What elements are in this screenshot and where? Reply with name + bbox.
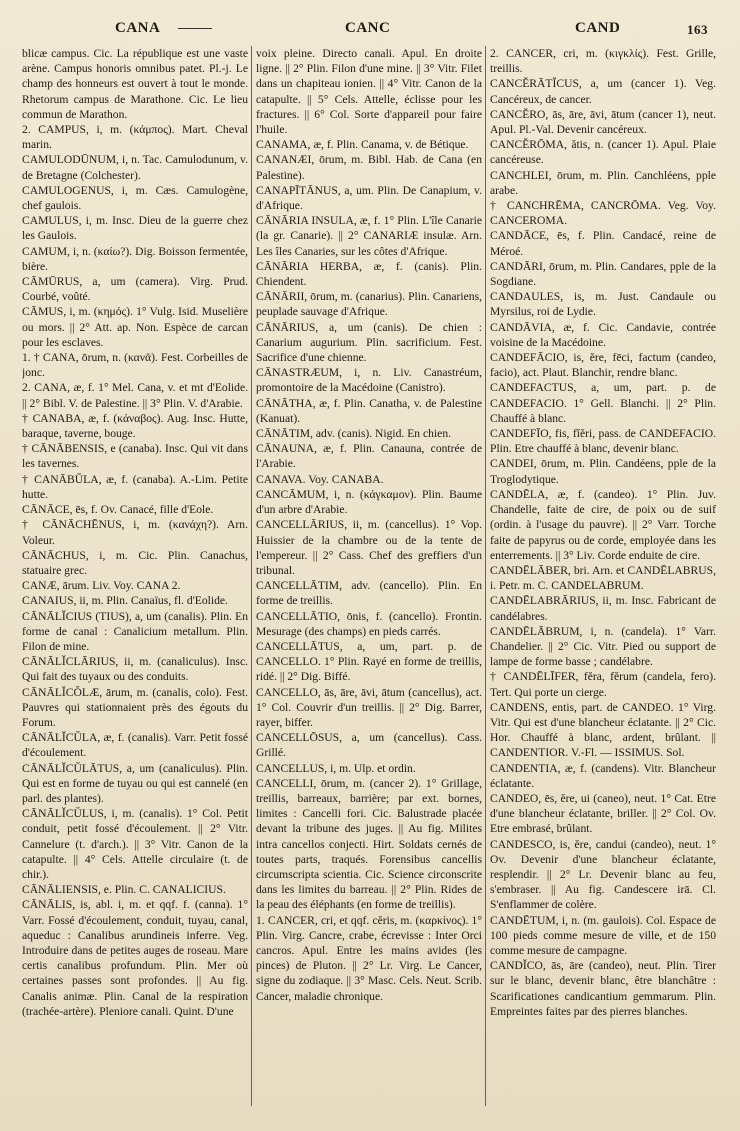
dictionary-entry: 1. † CANA, ōrum, n. (κανᾶ). Fest. Corbeilles de jonc. [22,351,248,380]
dictionary-entry: CĀNĀLIS, is, abl. i, m. et qqf. f. (canna). 1° Varr. Fossé d'écoulement, conduit, tuyau, canal, aqueduc : Canalibus arundineis inferre. Veg. Introduire dans de petites auges de roseau. Mare certis canalibus profundum. Plin. Mer où certaines passes sont profondes. || Au fig. Canalis animæ. Plin. Canal de la respiration (trachée-artère). Pleniore canali. Quint. D'une [22,898,248,1018]
dictionary-entry: CANDĒLABRĀRIUS, ii, m. Insc. Fabricant de candélabres. [490,594,716,623]
dictionary-entry: CĀNĀCE, ēs, f. Ov. Canacé, fille d'Eole. [22,503,214,517]
header-dash [178,28,212,29]
dictionary-entry: CANCELLUS, i, m. Ulp. et ordin. [256,761,416,775]
dictionary-entry: CANDĀCE, ēs, f. Plin. Candacé, reine de Méroé. [490,229,716,258]
header-left-word: CANA [115,20,161,36]
dictionary-entry: † CĀNĀBENSIS, e (canaba). Insc. Qui vit dans les tavernes. [22,442,248,471]
dictionary-entry: CANDĬCO, ās, āre (candeo), neut. Plin. Tirer sur le blanc, devenir blanc, être blanchâtre : Scarificationes candicantium gemmarum. Plin. Empreintes faites par des pierres blanches. [490,959,716,1018]
dictionary-entry: CANDEO, ēs, ĕre, ui (caneo), neut. 1° Cat. Etre d'une blancheur éclatante, briller. || 2° Col. Ov. Etre embrasé, brûlant. [490,791,716,836]
dictionary-entry: CĀNĀLIENSIS, e. Plin. C. CANALICIUS. [22,883,226,897]
dictionary-entry: CĀNĀRIA INSULA, æ, f. 1° Plin. L'île Canarie (la gr. Canarie). || 2° CANARIÆ insulæ. Arn. Les îles Canaries, sur les côtes d'Afrique. [256,214,482,258]
dictionary-entry: CANDENTIA, æ, f. (candens). Vitr. Blancheur éclatante. [490,761,716,790]
dictionary-entry: CANDĀVIA, æ, f. Cic. Candavie, contrée voisine de la Macédoine. [490,320,716,349]
dictionary-entry: CANDESCO, is, ĕre, candui (candeo), neut. 1° Ov. Devenir d'une blancheur éclatante, resplendir. || 2° Lr. Devenir blanc au feu, s'embraser. || Au fig. Candescere irā. Cl. S'enflammer de colère. [490,837,716,912]
dictionary-entry: CANDĒLA, æ, f. (candeo). 1° Plin. Juv. Chandelle, faite de cire, de poix ou de suif (ordin. à l'usage du pauvre). || 2° Varr. Torche faite de papyrus ou de corde, employée dans les enterrements. || 3° Liv. Corde enduite de cire. [490,487,716,562]
dictionary-entry: CANCELLĀTIO, ōnis, f. (cancello). Frontin. Mesurage (des champs) en pieds carrés. [256,609,482,638]
dictionary-entry: CANCELLĀTUS, a, um, part. p. de CANCELLO. 1° Plin. Rayé en forme de treillis, ridé. || 2° Dig. Biffé. [256,639,482,684]
dictionary-entry: CĀMŪRUS, a, um (camera). Virg. Prud. Courbé, voûté. [22,275,248,304]
dictionary-entry: CANDĀRI, ōrum, m. Plin. Candares, pple de la Sogdiane. [490,259,716,289]
dictionary-entry: CĀNĀRIA HERBA, æ, f. (canis). Plin. Chiendent. [256,259,482,289]
dictionary-entry: CANCELLI, ōrum, m. (cancer 2). 1° Grillage, treillis, barreaux, barrière; par ext. bornes, limites : Cancelli fori. Cic. Balustrade placée devant la tribune des juges. || Au fig. Milites intra cancellos conjecti. Hirt. Soldats cernés de toutes parts, traqués. Forensibus cancellis circumscripta scientia. Cic. Science circonscrite dans les limites du barreau. || 2° Plin. Rides de la peau des éléphants (en forme de treillis). [256,776,482,912]
dictionary-entry: CĀNĀLĬCŬLĀTUS, a, um (canaliculus). Plin. Qui est en forme de tuyau ou qui est cannelé (en parl. des plantes). [22,761,248,805]
dictionary-entry: CANCĀMUM, i, n. (κάγκαμον). Plin. Baume d'un arbre d'Arabie. [256,487,482,517]
dictionary-entry: CĀNĀCHUS, i, m. Cic. Plin. Canachus, statuaire grec. [22,548,248,577]
dictionary-entry: CAMULODŪNUM, i, n. Tac. Camulodunum, v. de Bretagne (Colchester). [22,153,248,182]
dictionary-entry: CANDEI, ōrum, m. Plin. Candéens, pple de la Troglodytique. [490,457,716,486]
dictionary-entry: CANCELLO, ās, āre, āvi, ātum (cancellus), act. 1° Col. Couvrir d'un treillis. || 2° Dig. Barrer, rayer, biffer. [256,685,482,729]
dictionary-entry: blicæ campus. Cic. La république est une vaste arène. Campus honoris omnibus patet. Pl.-j. Le champ des honneurs est ouvert à tout le monde. Rhetorum campus de Marathone. Cic. Le lieu commun de Marathon. [22,47,248,121]
dictionary-entry: † CANĀBŬLA, æ, f. (canaba). A.-Lim. Petite hutte. [22,472,248,501]
dictionary-entry: † CĀNĀCHĒNUS, i, m. (κανάχη?). Arn. Voleur. [22,518,248,547]
page-header [0,20,740,42]
dictionary-entry: CANÆ, ārum. Liv. Voy. CANA 2. [22,579,181,593]
column-1 [22,46,248,1121]
dictionary-entry: CANDAULES, is, m. Just. Candaule ou Myrsilus, roi de Lydie. [490,290,716,319]
dictionary-entry: CANCELLŌSUS, a, um (cancellus). Cass. Grillé. [256,731,482,760]
dictionary-entry: CANAMA, æ, f. Plin. Canama, v. de Bétique. [256,138,469,152]
dictionary-entry: CĀNĀTHA, æ, f. Plin. Canatha, v. de Palestine (Kanuat). [256,396,482,425]
dictionary-entry: CĀMUS, i, m. (κημός). 1° Vulg. Isid. Muselière ou mors. || 2° Att. ap. Non. Espèce de carcan pour les esclaves. [22,305,248,349]
dictionary-entry: CANAPĪTĀNUS, a, um. Plin. De Canapium, v. d'Afrique. [256,183,482,213]
column-divider [251,46,252,1106]
dictionary-entry: CANAVA. Voy. CANABA. [256,472,384,486]
dictionary-entry: CĀNĀLĬCŎLÆ, ārum, m. (canalis, colo). Fest. Pauvres qui stationnaient près des égouts du Forum. [22,685,248,729]
dictionary-entry: 1. CANCER, cri, et qqf. cĕris, m. (καρκίνος). 1° Plin. Virg. Cancre, crabe, écrevisse : Inter Orci cancros. Apul. Entre les mains avides (les pinces) de Pluton. || 2° Lr. Virg. Le Cancer, signe du zodiaque. || 3° Masc. Cels. Neut. Scrib. Cancer, maladie chronique. [256,913,482,1003]
dictionary-entry: 2. CAMPUS, i, m. (κάμπος). Mart. Cheval marin. [22,123,248,152]
dictionary-entry: CĀNĀLĬCLĀRIUS, ii, m. (canaliculus). Insc. Qui fait des tuyaux ou des conduits. [22,655,248,684]
dictionary-entry: † CANDĒLĪFER, fĕra, fĕrum (candela, fero). Tert. Qui porte un cierge. [490,670,716,699]
dictionary-entry: CĀNASTRÆUM, i, n. Liv. Canastréum, promontoire de la Macédoine (Canistro). [256,366,482,395]
dictionary-entry: CANDEFĀCIO, is, ĕre, fēci, factum (candeo, facio), act. Plaut. Blanchir, rendre blanc. [490,351,716,380]
dictionary-entry: CANCHLEI, ōrum, m. Plin. Canchléens, pple arabe. [490,168,716,197]
dictionary-entry: CANDĒLĀBRUM, i, n. (candela). 1° Varr. Chandelier. || 2° Cic. Vitr. Pied ou support de lampe de forme basse ; candélabre. [490,624,716,669]
column-2 [256,46,482,1121]
dictionary-entry: CANDĒTUM, i, n. (m. gaulois). Col. Espace de 100 pieds comme mesure de ville, et de 150 comme mesure de campagne. [490,913,716,957]
dictionary-entry: CĀNĀLĬCŬLA, æ, f. (canalis). Varr. Petit fossé d'écoulement. [22,731,248,760]
dictionary-entry: CĀNĀRII, ōrum, m. (canarius). Plin. Canariens, peuplade sauvage d'Afrique. [256,290,482,319]
dictionary-entry: CAMUM, i, n. (καίω?). Dig. Boisson fermentée, bière. [22,244,248,273]
header-right-word: CAND [575,20,621,36]
dictionary-entry: † CANCHRĒMA, CANCRŌMA. Veg. Voy. CANCEROMA. [490,199,716,228]
dictionary-entry: CANCELLĀRIUS, ii, m. (cancellus). 1° Vop. Huissier de la chambre ou de la tente de l'empereur. || 2° Cass. Chef des greffiers d'un tribunal. [256,518,482,577]
dictionary-entry: 2. CANCER, cri, m. (κιγκλίς). Fest. Grille, treillis. [490,47,716,76]
header-middle-word: CANC [345,20,391,36]
dictionary-entry: CĀNĀTIM, adv. (canis). Nigid. En chien. [256,427,452,441]
dictionary-entry: CANDEFĪO, fis, fĭĕri, pass. de CANDEFACIO. Plin. Etre chauffé à blanc, devenir blanc. [490,427,716,456]
dictionary-entry: CANAIUS, ii, m. Plin. Canaïus, fl. d'Eolide. [22,594,228,608]
dictionary-entry: CĀNĀLĬCŬLUS, i, m. (canalis). 1° Col. Petit conduit, petit fossé d'écoulement. || 2° Vitr. Cannelure (t. d'arch.). || 3° Vitr. Canon de la catapulte. || 4° Cels. Attelle circulaire (t. de chir.). [22,807,248,881]
dictionary-entry: voix pleine. Directo canali. Apul. En droite ligne. || 2° Plin. Filon d'une mine. || 3° Vitr. Filet dans un chapiteau ionien. || 4° Vitr. Canon de la catapulte. || 5° Cels. Attelle, éclisse pour les fractures. || 6° Col. Sorte d'appareil pour faire l'huile. [256,47,482,137]
dictionary-entry: CANCĔRŌMA, ătis, n. (cancer 1). Apul. Plaie cancéreuse. [490,138,716,167]
dictionary-entry: CĀNAUNA, æ, f. Plin. Canauna, contrée de l'Arabie. [256,442,482,471]
dictionary-entry: CANANÆI, ōrum, m. Bibl. Hab. de Cana (en Palestine). [256,153,482,182]
dictionary-entry: CANDENS, entis, part. de CANDEO. 1° Virg. Vitr. Qui est d'une blancheur éclatante. || 2° Cic. Hor. Chauffé à blanc, ardent, brûlant. || CANDENTIOR. V.-Fl. — ISSIMUS. Sol. [490,700,716,760]
dictionary-entry: CANCĔRĀTĬCUS, a, um (cancer 1). Veg. Cancéreux, de cancer. [490,77,716,106]
dictionary-entry: CANCĔRO, ās, āre, āvi, ātum (cancer 1), neut. Apul. Pl.-Val. Devenir cancéreux. [490,107,716,137]
column-divider [485,46,486,1106]
dictionary-entry: CĀNĀLĬCIUS (TIUS), a, um (canalis). Plin. En forme de canal : Canalicium metallum. Plin. Filon de mine. [22,609,248,653]
dictionary-entry: 2. CANA, æ, f. 1° Mel. Cana, v. et mt d'Eolide. || 2° Bibl. V. de Palestine. || 3° Plin. V. d'Arabie. [22,381,248,410]
dictionary-entry: CANDEFACTUS, a, um, part. p. de CANDEFACIO. 1° Gell. Blanchi. || 2° Plin. Chauffé à blanc. [490,381,716,425]
page-number: 163 [687,22,708,37]
dictionary-entry: CAMULUS, i, m. Insc. Dieu de la guerre chez les Gaulois. [22,214,248,243]
dictionary-entry: CANCELLĀTIM, adv. (cancello). Plin. En forme de treillis. [256,579,482,608]
dictionary-entry: CAMULOGENUS, i, m. Cæs. Camulogène, chef gaulois. [22,183,248,213]
column-3 [490,46,716,1121]
dictionary-entry: † CANABA, æ, f. (κάναβος). Aug. Insc. Hutte, baraque, taverne, bouge. [22,411,248,441]
dictionary-entry: CĀNĀRIUS, a, um (canis). De chien : Canarium augurium. Plin. sacrificium. Fest. Sacrifice d'une chienne. [256,320,482,365]
dictionary-entry: CANDĒLĀBER, bri. Arn. et CANDĒLABRUS, i. Petr. m. C. CANDELABRUM. [490,563,716,593]
